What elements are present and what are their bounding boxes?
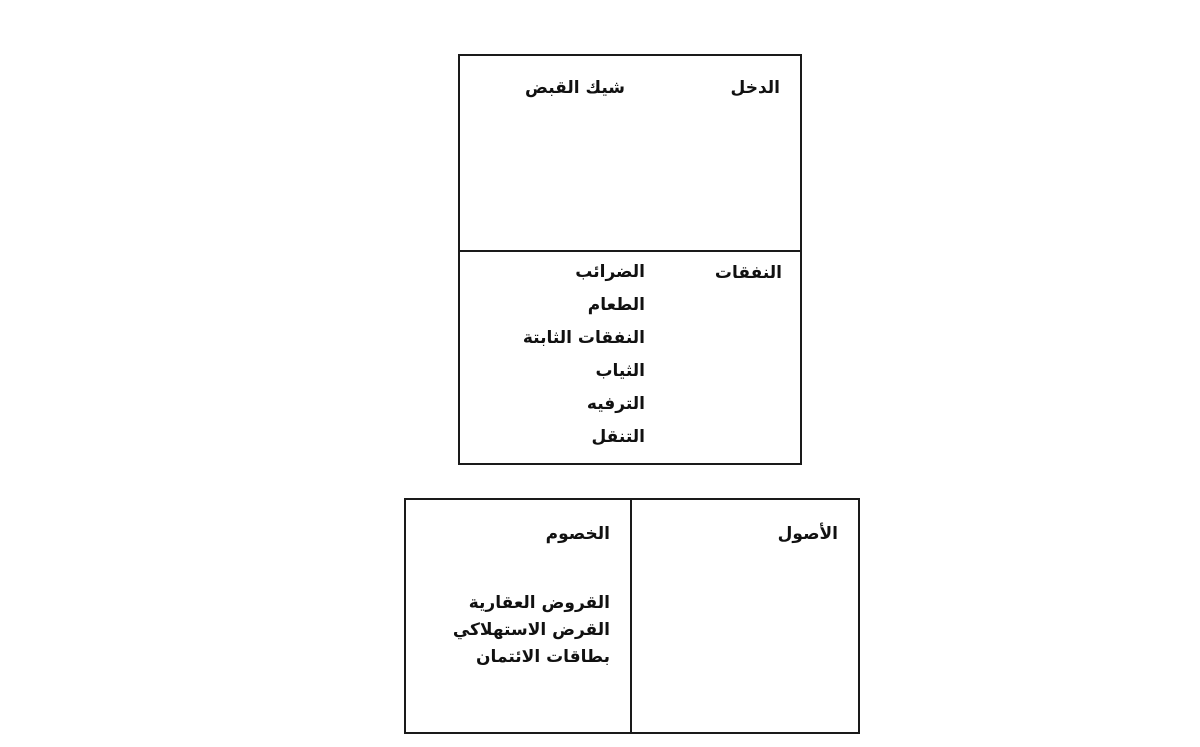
expense-item: الثياب — [595, 361, 645, 381]
liability-item: القرض الاستهلاكي — [452, 620, 610, 640]
balance-sheet-divider — [630, 498, 632, 734]
income-item-paycheck: شيك القبض — [525, 78, 625, 98]
expenses-list — [523, 256, 645, 454]
liability-item: بطاقات الائتمان — [476, 647, 610, 667]
expense-item: الضرائب — [575, 262, 645, 282]
expense-item: النفقات الثابتة — [522, 328, 645, 348]
liabilities-label: الخصوم — [545, 524, 610, 544]
expenses-label: النفقات — [714, 263, 782, 283]
expense-item: الطعام — [587, 295, 645, 315]
income-label: الدخل — [730, 78, 780, 98]
assets-label: الأصول — [777, 524, 838, 544]
liability-item: القروض العقارية — [468, 593, 610, 613]
liabilities-list — [453, 590, 610, 671]
expense-item: الترفيه — [586, 394, 645, 414]
expense-item: التنقل — [591, 427, 645, 447]
budget-divider — [458, 250, 802, 252]
